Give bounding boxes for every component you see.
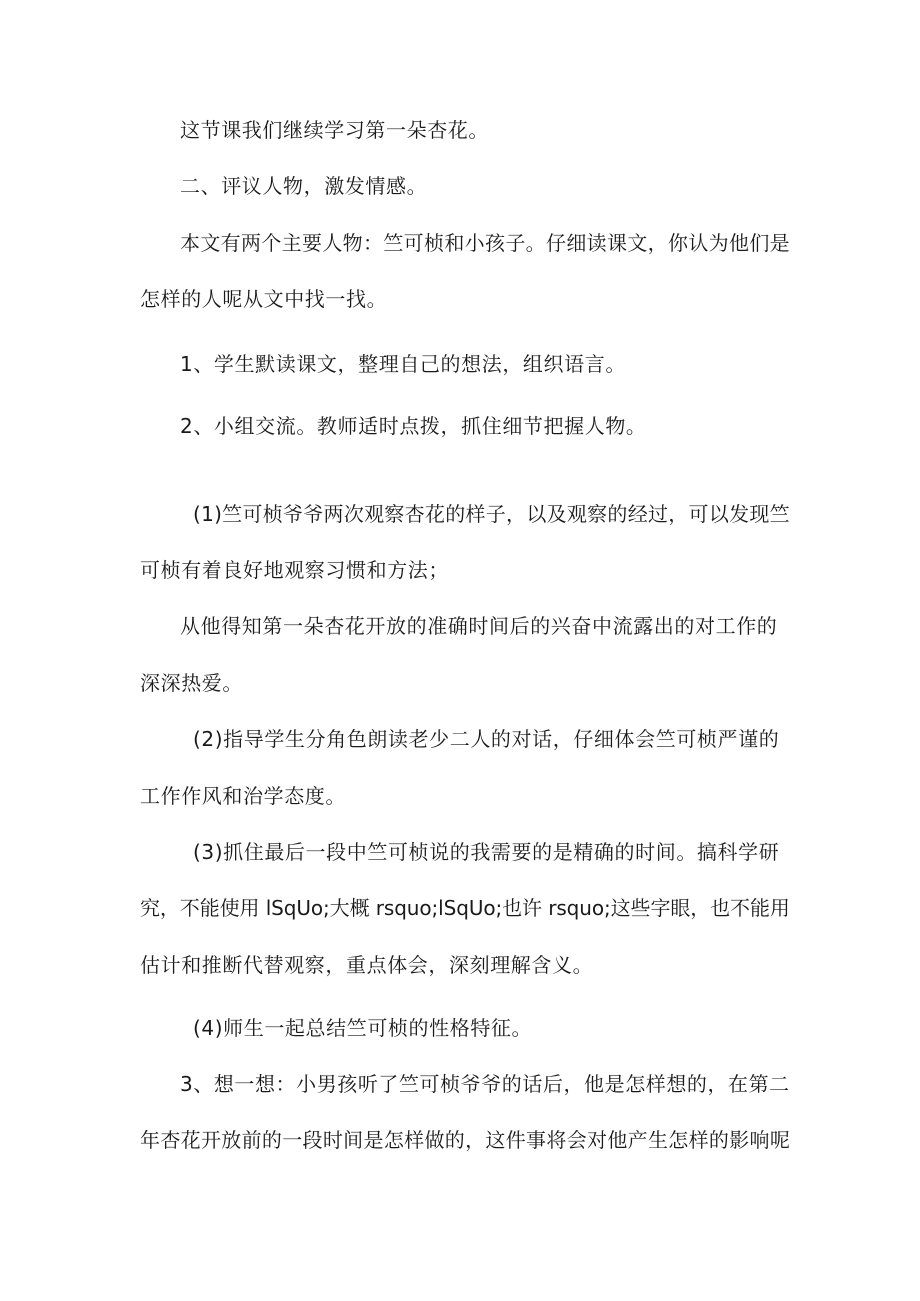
sub-list-item: (1)竺可桢爷爷两次观察杏花的样子，以及观察的经过，可以发现竺 bbox=[193, 502, 790, 526]
list-item: 2、小组交流。教师适时点拨，抓住细节把握人物。 bbox=[180, 414, 647, 438]
list-item: 1、学生默读课文，整理自己的想法，组织语言。 bbox=[180, 352, 626, 376]
sub-list-item: (3)抓住最后一段中竺可桢说的我需要的是精确的时间。搞科学研 bbox=[193, 840, 780, 864]
paragraph-line: 工作作风和治学态度。 bbox=[140, 784, 346, 808]
sub-list-item: (4)师生一起总结竺可桢的性格特征。 bbox=[193, 1016, 533, 1040]
paragraph-line: 本文有两个主要人物：竺可桢和小孩子。仔细读课文，你认为他们是 bbox=[180, 231, 790, 255]
sub-list-item: (2)指导学生分角色朗读老少二人的对话，仔细体会竺可桢严谨的 bbox=[193, 727, 780, 751]
paragraph-line: 这节课我们继续学习第一朵杏花。 bbox=[180, 118, 489, 142]
paragraph-line: 年杏花开放前的一段时间是怎样做的，这件事将会对他产生怎样的影响呢 bbox=[140, 1128, 791, 1152]
paragraph-line: 可桢有着良好地观察习惯和方法； bbox=[140, 558, 449, 582]
paragraph-line: 究，不能使用 lSqUo;大概 rsquo;lSqUo;也许 rsquo;这些字眼，也不能用 bbox=[140, 896, 790, 920]
paragraph-line: 估计和推断代替观察，重点体会，深刻理解含义。 bbox=[140, 953, 594, 977]
paragraph-line: 深深热爱。 bbox=[140, 671, 243, 695]
section-heading: 二、评议人物，激发情感。 bbox=[180, 174, 428, 198]
paragraph-line: 怎样的人呢从文中找一找。 bbox=[140, 287, 388, 311]
list-item: 3、想一想：小男孩听了竺可桢爷爷的话后，他是怎样想的，在第二 bbox=[180, 1072, 790, 1096]
paragraph-line: 从他得知第一朵杏花开放的准确时间后的兴奋中流露出的对工作的 bbox=[180, 614, 778, 638]
